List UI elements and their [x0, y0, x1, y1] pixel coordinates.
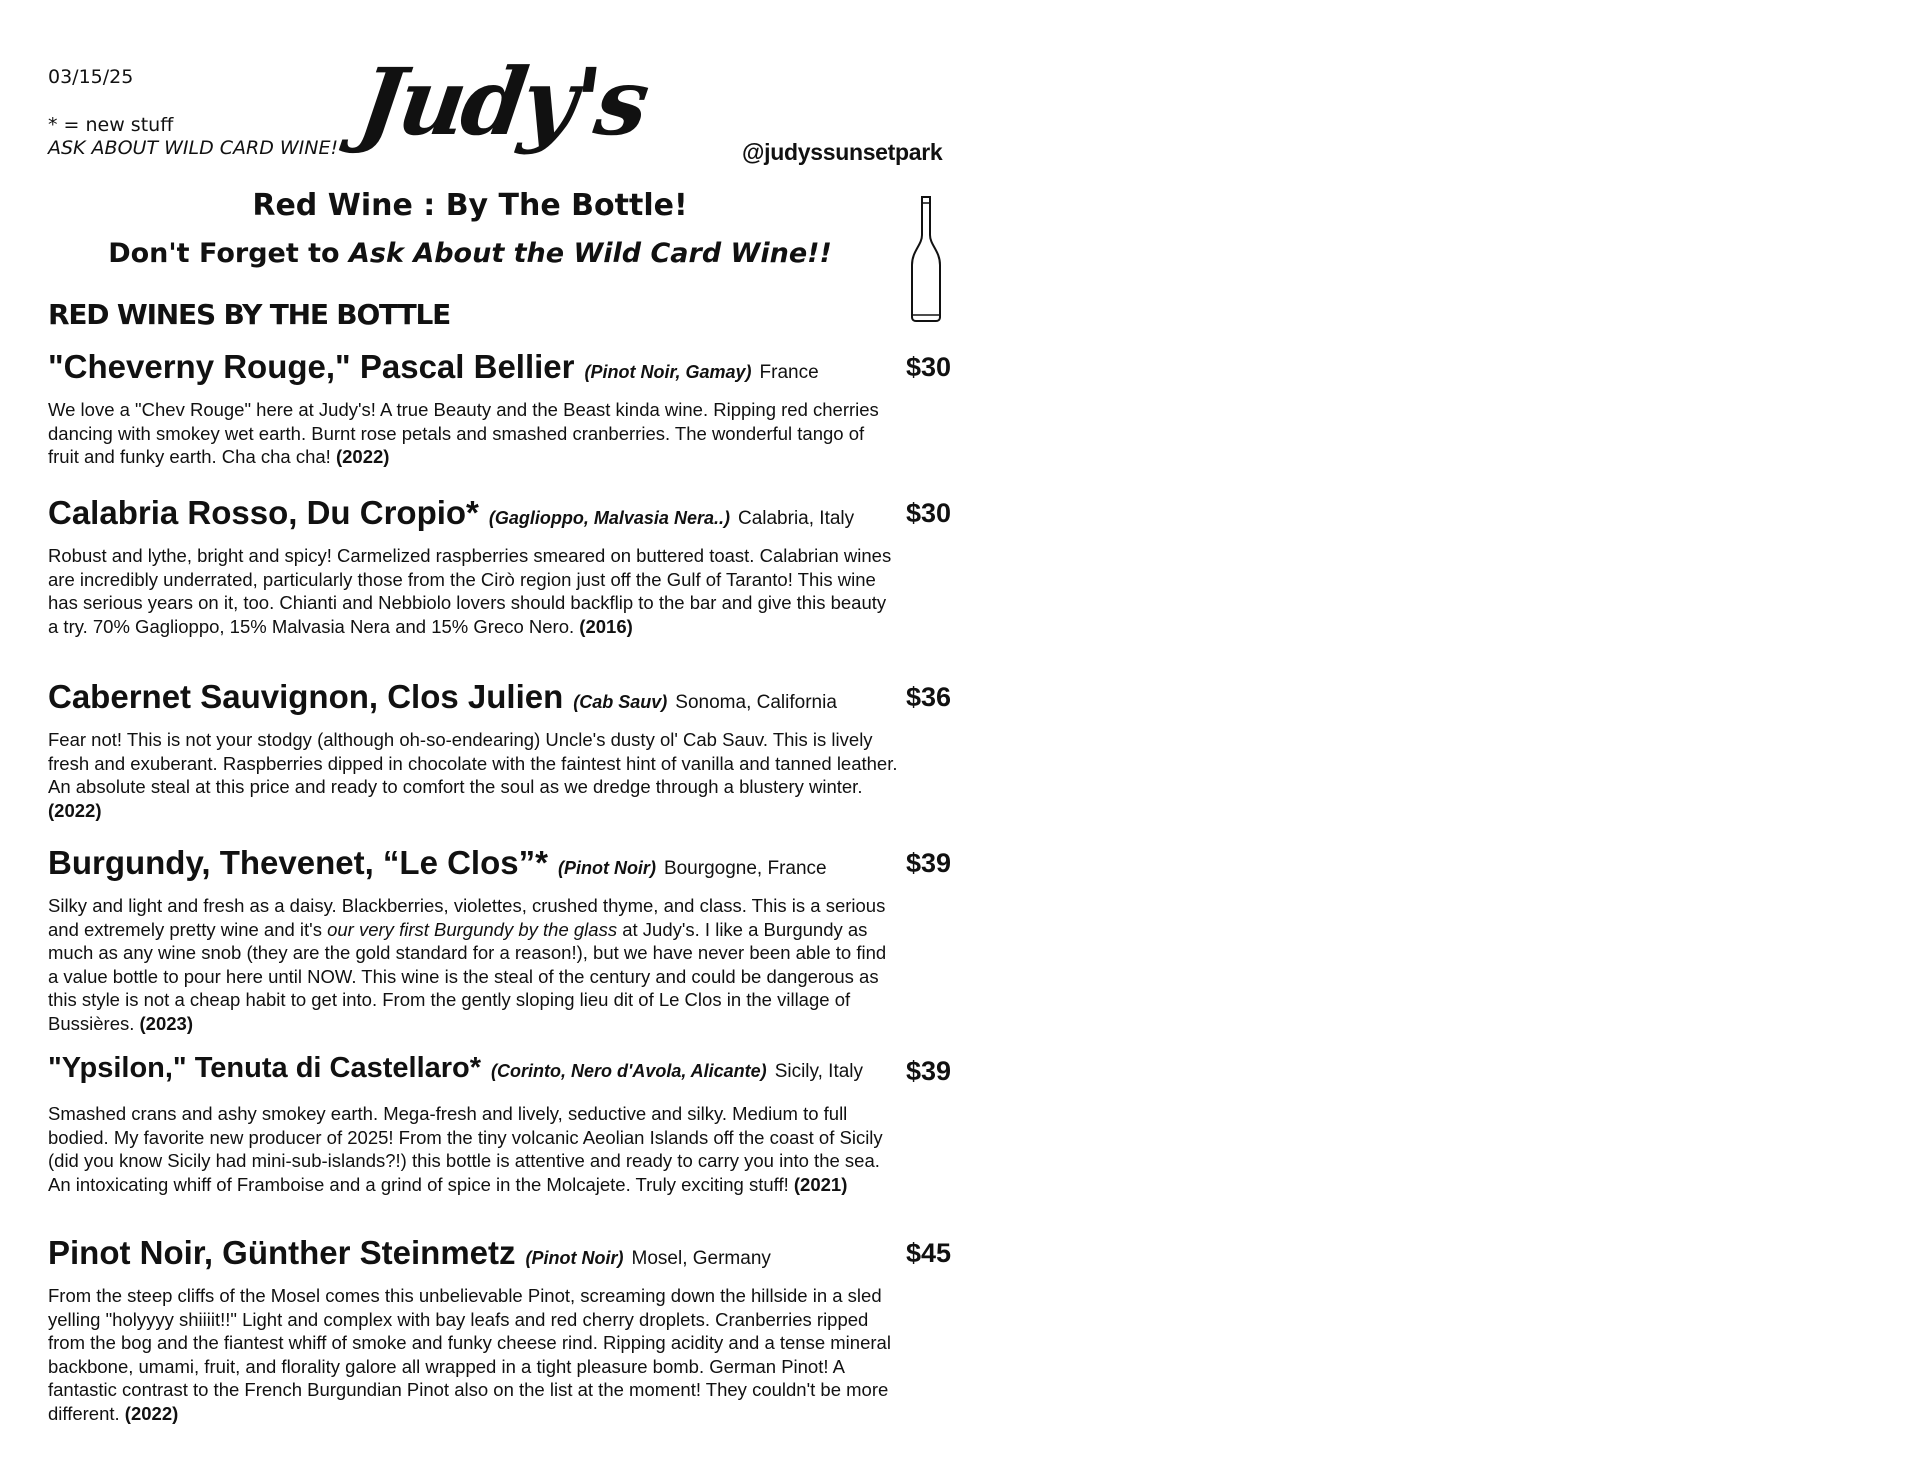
wine-name: Calabria Rosso, Du Cropio*: [48, 494, 479, 531]
description-text: From the steep cliffs of the Mosel comes this unbelievable Pinot, screaming down the hillside in a sled yelling "holyyyy shiiiit!!" Light and complex with bay leafs and red cherry droplets. Cranberries ripped from the bog and the fiantest whiff of smoke and funky cheese rind. Ripping acidity and a tense mineral backbone, umami, fruit, and florality galore all wrapped in a tight pleasure bomb. German Pinot! A fantastic contrast to the French Burgundian Pinot also on the list at the moment! They couldn't be more different.: [48, 1285, 891, 1424]
judys-logo: [352, 48, 652, 177]
wine-description: [48, 728, 900, 822]
wine-header: [48, 678, 958, 718]
wine-grapes: (Pinot Noir): [557, 858, 656, 878]
wild-card-reminder: [0, 238, 940, 269]
description-text: Smashed crans and ashy smokey earth. Mega-fresh and lively, seductive and silky. Medium to full bodied. My favorite new producer of 2025! From the tiny volcanic Aeolian Islands off the coast of Sicily (did you know Sicily had mini-sub-islands?!) this bottle is attentive and ready to carry you into the sea. An intoxicating whiff of Framboise and a grind of spice in the Molcajete. Truly exciting stuff!: [48, 1103, 883, 1195]
wine-region: Mosel, Germany: [631, 1248, 771, 1269]
wine-description: [48, 1284, 900, 1426]
wine-vintage: (2016): [579, 615, 633, 637]
description-emphasis: our very first Burgundy by the glass: [327, 918, 618, 940]
reminder-prefix: Don't Forget to: [108, 238, 349, 269]
description-text: Robust and lythe, bright and spicy! Carmelized raspberries smeared on buttered toast. Calabrian wines are incredibly underrated, particularly those from the Cirò region just off the Gulf of Taranto! This wine has serious years on it, too. Chianti and Nebbiolo lovers should backflip to the bar and give this beauty a try. 70% Gaglioppo, 15% Malvasia Nera and 15% Greco Nero.: [48, 545, 892, 637]
wine-grapes: (Gaglioppo, Malvasia Nera..): [488, 508, 730, 528]
wine-item: [48, 1234, 958, 1426]
wine-header: [48, 844, 958, 884]
wine-price: $39: [906, 1056, 952, 1086]
wine-name: "Ypsilon," Tenuta di Castellaro*: [48, 1052, 482, 1084]
wine-description: [48, 398, 900, 469]
wine-vintage: (2022): [335, 446, 390, 468]
wine-vintage: (2022): [48, 799, 102, 821]
wine-name: "Cheverny Rouge," Pascal Bellier: [48, 348, 575, 385]
page-headline: Red Wine : By The Bottle!: [252, 188, 688, 223]
wine-item: [48, 844, 958, 1036]
wine-item: [48, 494, 958, 638]
wine-vintage: (2021): [793, 1173, 848, 1195]
wine-header: [48, 348, 958, 388]
wine-region: Sonoma, California: [675, 692, 837, 713]
logo-wordmark: Judy's: [352, 48, 652, 156]
wine-price: $30: [906, 352, 952, 382]
legend-new-stuff: * = new stuff: [48, 114, 174, 136]
wine-grapes: (Corinto, Nero d'Avola, Alicante): [491, 1061, 767, 1081]
wine-header: [48, 494, 958, 534]
wine-name: Pinot Noir, Günther Steinmetz: [48, 1234, 516, 1271]
description-text: Fear not! This is not your stodgy (although oh-so-endearing) Uncle's dusty ol' Cab Sauv. This is lively fresh and exuberant. Raspberries dipped in chocolate with the faintest hint of vanilla and tanned leather. An absolute steal at this price and ready to comfort the soul as we dredge through a blustery winter.: [48, 729, 898, 798]
wine-grapes: (Pinot Noir, Gamay): [584, 362, 752, 382]
wine-bottle-icon: [908, 195, 944, 323]
description-text: at Judy's. I like a Burgundy as much as any wine snob (they are the gold standard for a reason!), but we have never been able to find a value bottle to pour here until NOW. This wine is the steal of the century and could be dangerous as this style is not a cheap habit to get into. From the gently sloping lieu dit of Le Clos in the village of Bussières.: [48, 918, 887, 1034]
description-text: Silky and light and fresh as a daisy. Blackberries, violettes, crushed thyme, and class. This is a serious and extremely pretty wine and it's: [48, 895, 886, 940]
section-title: RED WINES BY THE BOTTLE: [48, 298, 451, 331]
social-handle: @judyssunsetpark: [742, 139, 943, 165]
reminder-emphasis: Ask About the Wild Card Wine!!: [349, 238, 832, 269]
wine-region: France: [759, 362, 819, 383]
wine-description: [48, 894, 900, 1036]
wine-item: [48, 1052, 958, 1196]
wine-grapes: (Pinot Noir): [525, 1248, 624, 1268]
menu-date: 03/15/25: [48, 66, 134, 88]
wine-item: [48, 678, 958, 822]
wine-vintage: (2022): [124, 1402, 179, 1424]
wine-price: $45: [906, 1238, 952, 1268]
wine-name: Cabernet Sauvignon, Clos Julien: [48, 678, 564, 715]
legend-wild-card: ASK ABOUT WILD CARD WINE!: [48, 137, 339, 159]
wine-name: Burgundy, Thevenet, “Le Clos”*: [48, 844, 548, 881]
wine-region: Sicily, Italy: [774, 1061, 864, 1082]
wine-item: [48, 348, 958, 469]
wine-region: Calabria, Italy: [737, 508, 855, 529]
wine-header: [48, 1234, 958, 1274]
wine-description: [48, 1102, 900, 1196]
wine-price: $36: [906, 682, 952, 712]
wine-price: $39: [906, 848, 952, 878]
wine-description: [48, 544, 900, 638]
wine-vintage: (2023): [139, 1012, 193, 1034]
wine-header: [48, 1052, 958, 1092]
wine-region: Bourgogne, France: [663, 858, 827, 879]
wine-grapes: (Cab Sauv): [573, 692, 668, 712]
description-text: We love a "Chev Rouge" here at Judy's! A true Beauty and the Beast kinda wine. Ripping red cherries dancing with smokey wet earth. Burnt rose petals and smashed cranberries. The wonderful tango of fruit and funky earth. Cha cha cha!: [48, 399, 879, 468]
wine-price: $30: [906, 498, 952, 528]
legend: [48, 114, 338, 160]
